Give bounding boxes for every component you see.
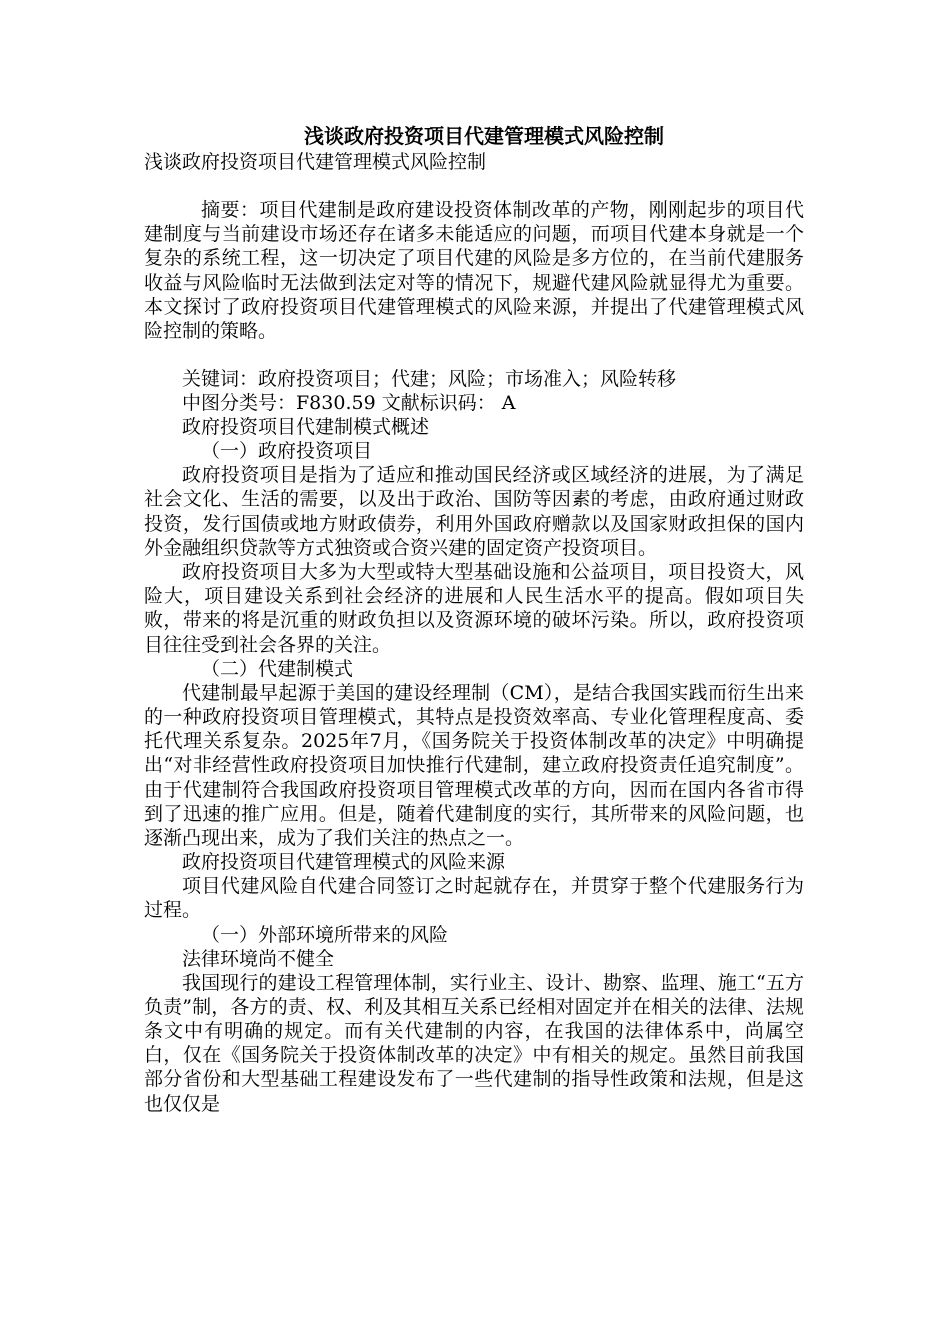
blank-line [144,174,804,198]
abstract-paragraph: 摘要：项目代建制是政府建设投资体制改革的产物，刚刚起步的项目代建制度与当前建设市场还存在诸多未能适应的问题，而项目代建本身就是一个复杂的系统工程，这一切决定了项目代建的风险是多方位的，在当前代建服务收益与风险临时无法做到法定对等的情况下，规避代建风险就显得尤为重要。本文探讨了政府投资项目代建管理模式的风险来源，并提出了代建管理模式风险控制的策略。 [144,199,804,343]
subsection-heading: （二）代建制模式 [201,657,354,680]
body-paragraph: 项目代建风险自代建合同签订之时起就存在，并贯穿于整个代建服务行为过程。 [144,875,804,922]
document-subtitle: 浅谈政府投资项目代建管理模式风险控制 [144,151,487,173]
classification-line: 中图分类号：F830.59 文献标识码： A [182,392,516,415]
section-heading: 政府投资项目代建管理模式的风险来源 [182,851,506,874]
blank-line [144,343,804,367]
body-paragraph: 政府投资项目是指为了适应和推动国民经济或区域经济的进展，为了满足社会文化、生活的需要，以及出于政治、国防等因素的考虑，由政府通过财政投资，发行国债或地方财政债券，利用外国政府赠款以及国家财政担保的国内外金融组织贷款等方式独资或合资兴建的固定资产投资项目。 [144,464,804,559]
body-paragraph: 政府投资项目大多为大型或特大型基础设施和公益项目，项目投资大，风险大，项目建设关系到社会经济的进展和人民生活水平的提高。假如项目失败，带来的将是沉重的财政负担以及资源环境的破坏污染。所以，政府投资项目往往受到社会各界的关注。 [144,561,804,656]
subsection-heading: （一）政府投资项目 [201,440,373,463]
body-paragraph: 我国现行的建设工程管理体制，实行业主、设计、勘察、监理、施工“五方负责”制，各方的责、权、利及其相互关系已经相对固定并在相关的法律、法规条文中有明确的规定。而有关代建制的内容，在我国的法律体系中，尚属空白，仅在《国务院关于投资体制改革的决定》中有相关的规定。虽然目前我国部分省份和大型基础工程建设发布了一些代建制的指导性政策和法规，但是这也仅仅是 [144,971,804,1115]
subsubsection-heading: 法律环境尚不健全 [182,947,335,970]
document-title: 浅谈政府投资项目代建管理模式风险控制 [304,124,664,148]
keywords-line: 关键词：政府投资项目；代建；风险；市场准入；风险转移 [182,368,677,391]
body-paragraph: 代建制最早起源于美国的建设经理制（CM），是结合我国实践而衍生出来的一种政府投资项目管理模式，其特点是投资效率高、专业化管理程度高、委托代理关系复杂。2025年7月，《国务院关于投资体制改革的决定》中明确提出“对非经营性政府投资项目加快推行代建制，建立政府投资责任追究制度”。由于代建制符合我国政府投资项目管理模式改革的方向，因而在国内各省市得到了迅速的推广应用。但是，随着代建制度的实行，其所带来的风险问题，也逐渐凸现出来，成为了我们关注的热点之一。 [144,681,804,850]
section-heading: 政府投资项目代建制模式概述 [182,416,430,439]
subsection-heading: （一）外部环境所带来的风险 [201,923,449,946]
document-page [144,122,804,1116]
